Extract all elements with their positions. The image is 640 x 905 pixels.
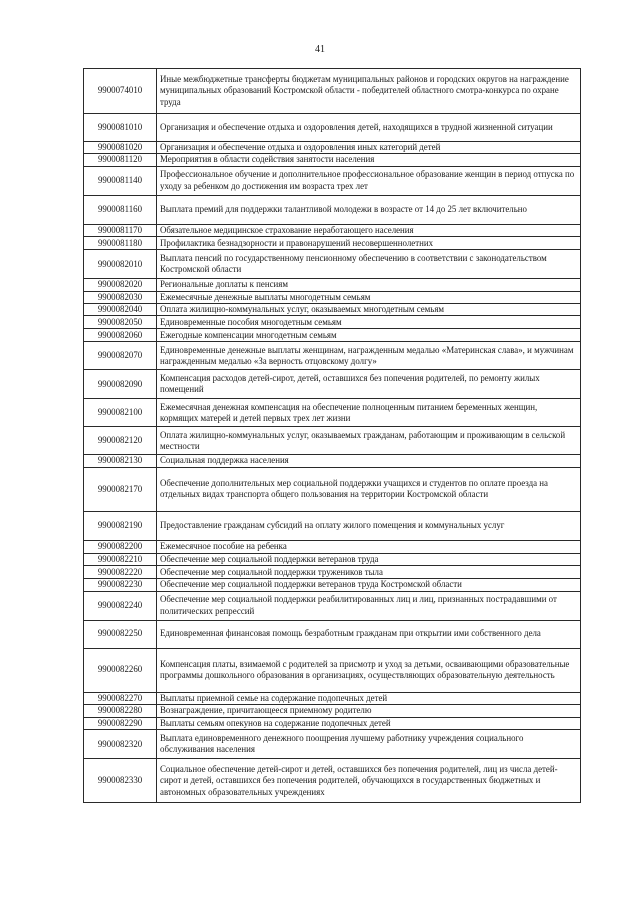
table-row	[84, 69, 581, 114]
classification-code: 9900082290	[84, 718, 157, 730]
classification-code: 9900082280	[84, 705, 157, 718]
classification-code: 9900081180	[84, 237, 157, 250]
classification-code: 9900081140	[84, 166, 157, 195]
classification-code: 9900082050	[84, 316, 157, 329]
classification-code: 9900082230	[84, 579, 157, 591]
table-row	[84, 279, 581, 291]
table-row	[84, 566, 581, 579]
expense-description: Региональные доплаты к пенсиям	[157, 279, 581, 291]
expense-description: Выплата пенсий по государственному пенсионному обеспечению в соответствии с законодательством Костромской области	[157, 250, 581, 279]
expense-description: Ежемесячные денежные выплаты многодетным семьям	[157, 291, 581, 303]
expense-description: Выплаты семьям опекунов на содержание подопечных детей	[157, 718, 581, 730]
classification-code: 9900082220	[84, 566, 157, 579]
table-row	[84, 304, 581, 316]
classification-code: 9900081160	[84, 195, 157, 224]
classification-code: 9900082090	[84, 370, 157, 399]
expense-description: Организация и обеспечение отдыха и оздоровления иных категорий детей	[157, 142, 581, 154]
table-row	[84, 467, 581, 511]
expense-description: Единовременная финансовая помощь безработным гражданам при открытии ими собственного дела	[157, 620, 581, 648]
table-row	[84, 370, 581, 399]
table-row	[84, 718, 581, 730]
classification-code: 9900082030	[84, 291, 157, 303]
table-row	[84, 591, 581, 620]
expense-description: Ежегодные компенсации многодетным семьям	[157, 329, 581, 342]
table-row	[84, 250, 581, 279]
table-row	[84, 291, 581, 303]
expense-description: Оплата жилищно-коммунальных услуг, оказываемых гражданам, работающим и проживающим в сельской местности	[157, 427, 581, 455]
table-row	[84, 237, 581, 250]
classification-code: 9900082330	[84, 759, 157, 803]
table-row	[84, 195, 581, 224]
table-row	[84, 620, 581, 648]
expense-description: Оплата жилищно-коммунальных услуг, оказываемых многодетным семьям	[157, 304, 581, 316]
table-row	[84, 648, 581, 692]
table-row	[84, 579, 581, 591]
table-row	[84, 114, 581, 142]
expense-description: Единовременные денежные выплаты женщинам, награжденным медалью «Материнская слава», и мужчинам награжденным медалью «За верность отцовскому долгу»	[157, 342, 581, 370]
table-row	[84, 540, 581, 553]
table-row	[84, 730, 581, 759]
classification-code: 9900082320	[84, 730, 157, 759]
expense-description: Обеспечение мер социальной поддержки тружеников тыла	[157, 566, 581, 579]
classification-code: 9900082020	[84, 279, 157, 291]
table-row	[84, 142, 581, 154]
expense-description: Мероприятия в области содействия занятости населения	[157, 154, 581, 166]
table-row	[84, 166, 581, 195]
classification-code: 9900081010	[84, 114, 157, 142]
table-row	[84, 759, 581, 803]
expense-description: Организация и обеспечение отдыха и оздоровления детей, находящихся в трудной жизненной ситуации	[157, 114, 581, 142]
expense-description: Единовременные пособия многодетным семьям	[157, 316, 581, 329]
expense-description: Компенсация расходов детей-сирот, детей, оставшихся без попечения родителей, по ремонту жилых помещений	[157, 370, 581, 399]
expense-description: Ежемесячная денежная компенсация на обеспечение полноценным питанием беременных женщин, кормящих матерей и детей первых трех лет жизни	[157, 399, 581, 427]
classification-code: 9900082240	[84, 591, 157, 620]
classification-code: 9900082200	[84, 540, 157, 553]
table-row	[84, 342, 581, 370]
classification-code: 9900082170	[84, 467, 157, 511]
table-row	[84, 553, 581, 565]
classification-code: 9900082130	[84, 455, 157, 467]
classification-code: 9900082120	[84, 427, 157, 455]
expense-description: Профессиональное обучение и дополнительное профессиональное образование женщин в период отпуска по уходу за ребенком до достижения им возраста трех лет	[157, 166, 581, 195]
table-row	[84, 427, 581, 455]
classification-code: 9900081020	[84, 142, 157, 154]
expense-description: Обеспечение дополнительных мер социальной поддержки учащихся и студентов по оплате проезда на отдельных видах транспорта общего пользования на территории Костромской области	[157, 467, 581, 511]
expense-description: Предоставление гражданам субсидий на оплату жилого помещения и коммунальных услуг	[157, 511, 581, 540]
table-row	[84, 316, 581, 329]
expense-description: Выплаты приемной семье на содержание подопечных детей	[157, 692, 581, 704]
table-row	[84, 154, 581, 166]
expense-description: Выплата премий для поддержки талантливой молодежи в возрасте от 14 до 25 лет включительно	[157, 195, 581, 224]
classification-code: 9900082190	[84, 511, 157, 540]
classification-code: 9900082100	[84, 399, 157, 427]
classification-code: 9900074010	[84, 69, 157, 114]
expense-description: Профилактика безнадзорности и правонарушений несовершеннолетних	[157, 237, 581, 250]
page-number: 41	[315, 44, 325, 55]
classification-code: 9900082250	[84, 620, 157, 648]
table-row	[84, 399, 581, 427]
classification-code: 9900082060	[84, 329, 157, 342]
budget-codes-body	[84, 69, 581, 803]
classification-code: 9900082010	[84, 250, 157, 279]
expense-description: Социальная поддержка населения	[157, 455, 581, 467]
classification-code: 9900082210	[84, 553, 157, 565]
expense-description: Обеспечение мер социальной поддержки ветеранов труда	[157, 553, 581, 565]
expense-description: Социальное обеспечение детей-сирот и детей, оставшихся без попечения родителей, лиц из числа детей-сирот и детей, оставшихся без попечения родителей, обучающихся в государственных бюджетных и автономных образовательных учреждениях	[157, 759, 581, 803]
table-row	[84, 329, 581, 342]
budget-codes-table	[83, 68, 581, 803]
classification-code: 9900082070	[84, 342, 157, 370]
expense-description: Обеспечение мер социальной поддержки ветеранов труда Костромской области	[157, 579, 581, 591]
table-row	[84, 224, 581, 236]
classification-code: 9900082260	[84, 648, 157, 692]
table-row	[84, 455, 581, 467]
table-row	[84, 692, 581, 704]
table-row	[84, 705, 581, 718]
expense-description: Вознаграждение, причитающееся приемному родителю	[157, 705, 581, 718]
expense-description: Обеспечение мер социальной поддержки реабилитированных лиц и лиц, признанных пострадавшими от политических репрессий	[157, 591, 581, 620]
classification-code: 9900081170	[84, 224, 157, 236]
classification-code: 9900081120	[84, 154, 157, 166]
table-row	[84, 511, 581, 540]
expense-description: Иные межбюджетные трансферты бюджетам муниципальных районов и городских округов на награждение муниципальных образований Костромской области - победителей областного смотра-конкурса по охране труда	[157, 69, 581, 114]
expense-description: Выплата единовременного денежного поощрения лучшему работнику учреждения социального обслуживания населения	[157, 730, 581, 759]
expense-description: Компенсация платы, взимаемой с родителей за присмотр и уход за детьми, осваивающими образовательные программы дошкольного образования в организациях, осуществляющих образовательную деятельность	[157, 648, 581, 692]
classification-code: 9900082270	[84, 692, 157, 704]
expense-description: Ежемесячное пособие на ребенка	[157, 540, 581, 553]
expense-description: Обязательное медицинское страхование неработающего населения	[157, 224, 581, 236]
classification-code: 9900082040	[84, 304, 157, 316]
